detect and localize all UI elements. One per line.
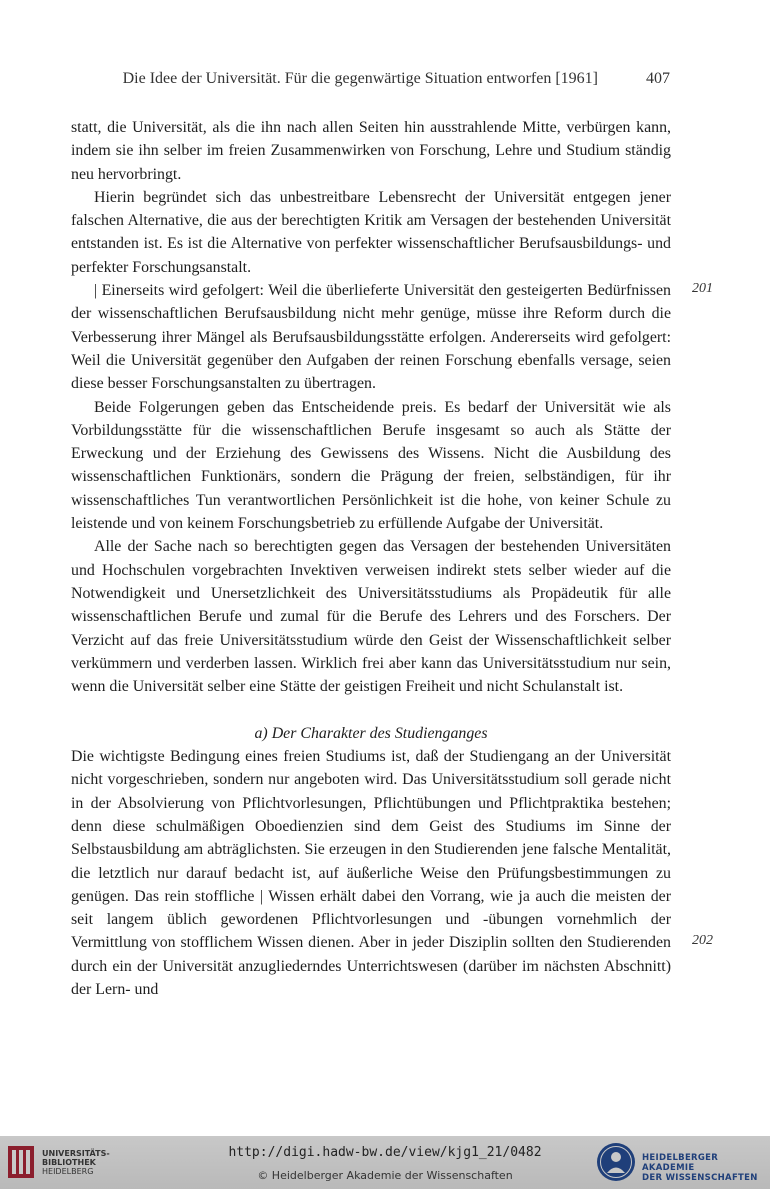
paragraph-5: Alle der Sache nach so berechtigten gegen das Versagen der bestehenden Universitäten und Hochschulen vorgebrachten Invektiven verweisen indirekt stets selber wieder auf die Notwendigkeit und Unersetzlichkeit des Universitätsstudiums als Propädeutik für alle wissenschaftlichen Berufe und zumal für die Berufe des Lehrers und des Forschers. Der Verzicht auf das freie Universitätsstudium würde den Geist der Wissenschaftlichkeit selber verkümmern und verderben lassen. Wirklich frei aber kann das Universitätsstudium nur sein, wenn die Universität selber eine Stätte der geistigen Freiheit und nicht Schulanstalt ist. — [71, 538, 671, 696]
hadw-logo[interactable] — [596, 1142, 766, 1184]
paragraph-4: Beide Folgerungen geben das Entscheidende preis. Es bedarf der Universität wie als Vorbildungsstätte für die wissenschaftlichen Berufe insgesamt so auch als Stätte der Erweckung und der Erziehung des Gewissens des Wissens. Nicht die Ausbildung des wissenschaftlichen Funktionärs, sondern die Prägung der freien, selbständigen, für ihr wissenschaftliches Tun verantwortlichen Persönlichkeit ist die hohe, von keiner Schule zu leistende und von keinem Forschungsbetrieb zu erfüllende Aufgabe der Universität. — [71, 398, 671, 533]
permalink-link[interactable]: http://digi.hadw-bw.de/view/kjg1_21/0482 — [228, 1145, 542, 1160]
viewer-footer — [0, 1136, 770, 1189]
margin-page-ref-201: 201 — [692, 281, 713, 296]
section-heading: a) Der Charakter des Studienganges — [254, 724, 488, 742]
ub-logo-text: UNIVERSITÄTS- BIBLIOTHEK HEIDELBERG — [42, 1149, 110, 1176]
academy-seal-icon — [596, 1142, 636, 1182]
margin-page-ref-202: 202 — [692, 933, 713, 948]
running-head — [70, 70, 670, 94]
paragraph-3: | Einerseits wird gefolgert: Weil die überlieferte Universität den gesteigerten Bedürfnissen der wissenschaftlichen Berufsausbildung nicht mehr genüge, müsse ihre Reform durch die Verbesserung ihrer Mängel als Berufsausbildungsstätte erfolgen. Andererseits wird gefolgert: Weil die Universität gegenüber den Aufgaben der reinen Forschung ebenfalls versage, seien diese besser Forschungsanstalten zu übertragen. — [71, 282, 671, 393]
paragraph-2: Hierin begründet sich das unbestreitbare Lebensrecht der Universität entgegen jener falschen Alternative, die aus der berechtigten Kritik am Versagen der bestehenden Universität entstanden ist. Es ist die Alternative von perfekter wissenschaftlicher Berufsausbildungs- und perfekter Forschungsanstalt. — [71, 188, 671, 276]
running-title: Die Idee der Universität. Für die gegenwärtige Situation entworfen [1961] — [122, 70, 598, 87]
hadw-logo-text: HEIDELBERGER AKADEMIE DER WISSENSCHAFTEN — [642, 1153, 758, 1183]
paragraph-1: statt, die Universität, als die ihn nach allen Seiten hin ausstrahlende Mitte, verbürgen kann, indem sie ihn selber im freien Zusammenwirken von Forschung, Lehre und Studium ständig neu hervorbringt. — [71, 119, 671, 183]
page-number: 407 — [646, 70, 670, 87]
copyright-notice: © Heidelberger Akademie der Wissenschaften — [257, 1169, 513, 1182]
body-text — [71, 116, 671, 1001]
paragraph-6: Die wichtigste Bedingung eines freien Studiums ist, daß der Studiengang an der Universität nicht vorgeschrieben, sondern nur angeboten wird. Das Universitätsstudium soll gerade nicht in der Absolvierung von Pflichtvorlesungen, Pflichtübungen und Pflichtpraktika bestehen; denn diese schulmäßigen Oboedienzien sind dem Geist des Studiums im Sinne der Selbstausbildung am abträglichsten. Sie erzeugen in den Studierenden jene falsche Mentalität, die letztlich nur darauf bedacht ist, auf äußerliche Weise den Prüfungsbestimmungen zu genügen. Das rein stoffliche | Wissen erhält dabei den Vorrang, wie ja auch die meisten der seit langem üblich gewordenen Pflichtvorlesungen und -übungen vornehmlich der Vermittlung von stofflichem Wissen dienen. Aber in jeder Disziplin sollten den Studierenden durch ein der Universität anzugliederndes Unterrichtswesen (darüber im nächsten Abschnitt) der Lern- und — [71, 748, 671, 998]
